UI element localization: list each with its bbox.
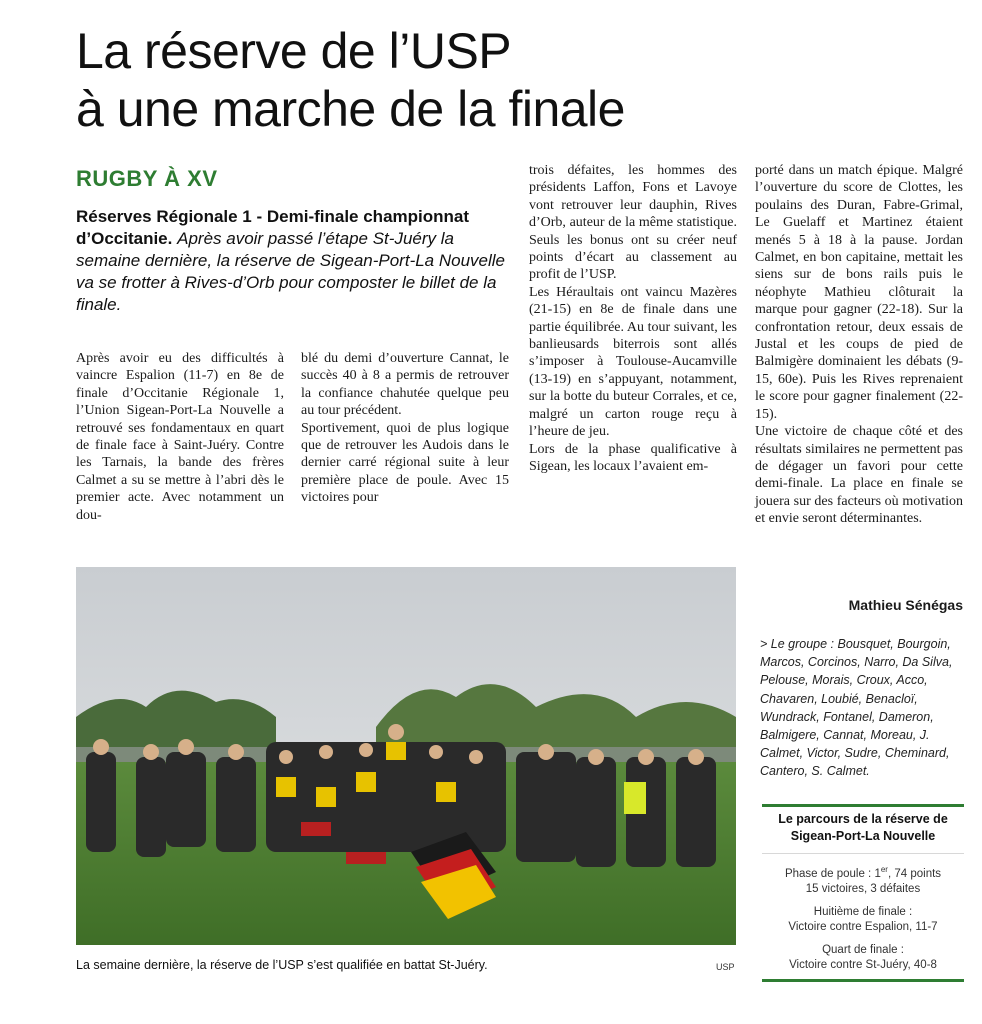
article-column-4	[755, 162, 963, 528]
article-column-1	[76, 350, 284, 524]
headline	[76, 22, 876, 138]
route-item-detail: Victoire contre St-Juéry, 40-8	[789, 958, 937, 971]
team-photo	[76, 567, 736, 945]
lede-italic: Après avoir passé l’étape St-Juéry la semaine dernière, la réserve de Sigean-Port-La Nouvelle va se frotter à Rives-d’Orb pour composter le billet de la finale.	[76, 229, 506, 314]
route-item-line	[762, 862, 964, 882]
paragraph: Lors de la phase qualificative à Sigean, les locaux l’avaient em-	[529, 441, 737, 474]
headline-line-1: La réserve de l’USP	[76, 23, 512, 79]
lede	[76, 206, 516, 316]
route-box-title-line-1: Le parcours de la réserve de	[778, 812, 948, 826]
paragraph: trois défaites, les hommes des présidents Laffon, Fons et Lavoye vont retrouver leur dauphin, Rives d’Orb, auteur de la même statistique. Seuls les bonus ont su créer neuf points d’écart au classement au profit de l’USP.	[529, 163, 737, 283]
route-item-quarter-final	[762, 943, 964, 973]
route-item-suffix: , 74 points	[887, 867, 942, 880]
article-column-3	[529, 162, 737, 475]
headline-line-2: à une marche de la finale	[76, 81, 625, 137]
route-box	[762, 804, 964, 982]
paragraph: porté dans un match épique. Malgré l’ouverture du score de Clottes, les poulains des Duran, Fabre-Grimal, Le Guelaff et Martinez étaient menés 5 à 18 à la pause. Jordan Calmet, en bon capitaine, mettait les siens sur de bons rails puis le néophyte Mathieu clôturait la marque pour gagner (22-18). Sur la confrontation retour, deux essais de Justal et les coups de pied de Balmigère dominaient les débats (9-15, 60e). Puis les Rives reprenaient le score pour gagner finalement (22-15).	[755, 163, 963, 422]
team-roster: > Le groupe : Bousquet, Bourgoin, Marcos, Corcinos, Narro, Da Silva, Pelouse, Morais, Croux, Acco, Chavaren, Loubié, Benacloï, Wundrack, Fontanel, Dameron, Balmigere, Cannat, Moreau, J. Calmet, Victor, Sudre, Cheminard, Cantero, S. Calmet.	[760, 637, 953, 779]
paragraph: Après avoir eu des difficultés à vaincre Espalion (11-7) en 8e de finale d’Occitanie Régionale 1, l’Union Sigean-Port-La Nouvelle a retrouvé ses fondamentaux en quart de finale face à Saint-Juéry. Contre les Tarnais, la bande des frères Calmet a su se mettre à l’abri dès le premier acte. Avec notamment un dou-	[76, 351, 284, 523]
route-item-label: Huitième de finale :	[813, 905, 913, 918]
paragraph: Sportivement, quoi de plus logique que de retrouver les Audois dans le dernier carré régional suite à leur première place de poule. Avec 15 victoires pour	[301, 420, 509, 506]
route-box-title-line-2: Sigean-Port-La Nouvelle	[790, 829, 936, 843]
route-box-title	[762, 811, 964, 854]
route-item-label: Quart de finale :	[822, 943, 904, 956]
route-item-prefix: Phase de poule : 1	[784, 867, 881, 880]
paragraph: blé du demi d’ouverture Cannat, le succès 40 à 8 a permis de retrouver la confiance chahutée quelque peu au tour précédent.	[301, 351, 509, 419]
photo-credit: USP	[716, 962, 735, 972]
article-column-2	[301, 350, 509, 507]
route-item-detail: 15 victoires, 3 défaites	[805, 882, 921, 895]
lede-bold: Réserves Régionale 1 - Demi-finale championnat d’Occitanie.	[76, 207, 470, 248]
ordinal-sup: er	[880, 865, 888, 874]
route-item-detail: Victoire contre Espalion, 11-7	[788, 920, 938, 933]
team-photo-illustration	[76, 567, 736, 945]
route-item-round-of-16	[762, 905, 964, 935]
author-byline: Mathieu Sénégas	[848, 597, 963, 613]
paragraph: Les Héraultais ont vaincu Mazères (21-15) en 8e de finale dans une partie équilibrée. Au tour suivant, les banlieusards biterrois sont allés s’imposer à Toulouse-Aucamville (13-19) en s’appuyant, notamment, sur la botte du buteur Corrales, et ce, malgré un carton rouge reçu à l’heure de jeu.	[529, 284, 737, 440]
paragraph: Une victoire de chaque côté et des résultats similaires ne permettent pas de dégager un favori pour cette demi-finale. La place en finale se jouera sur des facteurs où motivation et envie seront déterminantes.	[755, 424, 963, 527]
section-rubric: RUGBY À XV	[76, 166, 218, 191]
photo-caption: La semaine dernière, la réserve de l’USP s’est qualifiée en battat St-Juéry.	[76, 958, 488, 972]
route-item-pool	[762, 862, 964, 897]
